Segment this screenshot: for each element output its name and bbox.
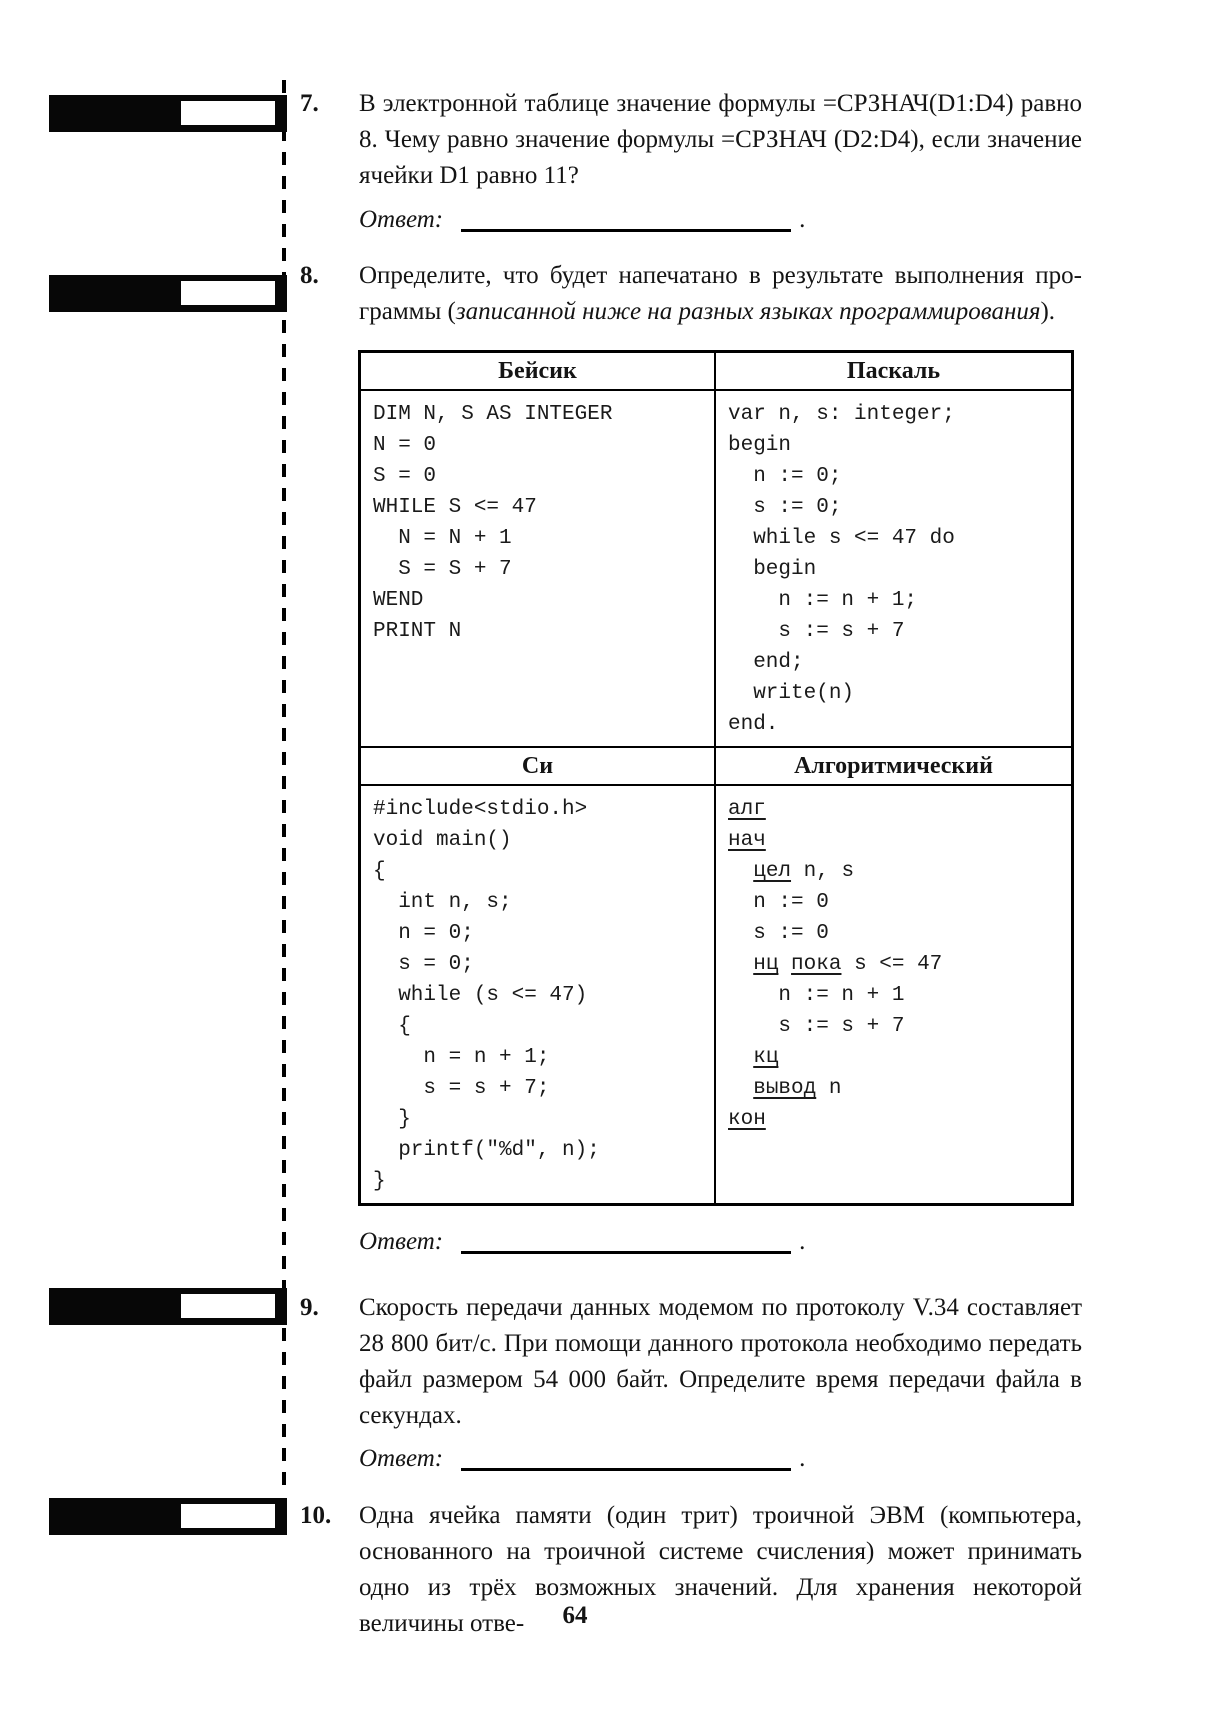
question-7: [300, 86, 1082, 194]
question-8: [300, 258, 1082, 330]
badge-white-slot: [181, 1294, 275, 1318]
code-cell-c: #include<stdio.h> void main() { int n, s; n = 0; s = 0; while (s <= 47) { n = n + 1; s = s + 7; } printf("%d", n); }: [361, 786, 716, 1203]
answer-blank-line: [461, 227, 791, 232]
answer-period: .: [799, 206, 806, 233]
margin-badge: [49, 1288, 287, 1325]
question-9: [300, 1290, 1082, 1434]
code-cell-algorithmic: алг нач цел n, s n := 0 s := 0 нц пока s <= 47 n := n + 1 s := s + 7 кц вывод n кон: [728, 798, 943, 1131]
badge-white-slot: [181, 1504, 275, 1528]
question-text: Определите, что будет напечатано в результате выполнения программы (записанной ниже на разных языках программирования).: [359, 262, 1082, 325]
margin-badge: [49, 95, 287, 132]
answer-label: Ответ:: [359, 206, 444, 233]
margin-badge: [49, 1498, 287, 1535]
answer-period: .: [799, 1445, 806, 1472]
badge-white-slot: [181, 101, 275, 125]
question-10: [300, 1498, 1082, 1642]
question-text: Скорость передачи данных модемом по протоколу V.34 составляет 28 800 бит/с. При помощи данного протокола необходимо передать файл размером 54 000 байт. Определите время передачи файла в секундах.: [359, 1294, 1082, 1429]
table-header-algorithmic: Алгоритмический: [716, 746, 1071, 786]
table-header-basic: Бейсик: [361, 353, 716, 391]
code-table: [358, 350, 1074, 1206]
question-number: 9.: [300, 1294, 319, 1321]
question-number: 7.: [300, 90, 319, 117]
table-header-c: Си: [361, 746, 716, 786]
content-column: [300, 86, 1082, 1706]
table-header-pascal: Паскаль: [716, 353, 1071, 391]
margin-badge: [49, 275, 287, 312]
answer-blank-line: [461, 1466, 791, 1471]
code-cell-basic: DIM N, S AS INTEGER N = 0 S = 0 WHILE S <= 47 N = N + 1 S = S + 7 WEND PRINT N: [361, 391, 716, 746]
badge-white-slot: [181, 281, 275, 305]
code-cell-pascal: var n, s: integer; begin n := 0; s := 0; while s <= 47 do begin n := n + 1; s := s + 7 end; write(n) end.: [728, 403, 955, 736]
answer-label: Ответ:: [359, 1228, 444, 1255]
answer-blank-line: [461, 1249, 791, 1254]
answer-period: .: [799, 1228, 806, 1255]
question-number: 8.: [300, 262, 319, 289]
question-text: Одна ячейка памяти (один трит) троичной ЭВМ (компьютера, основанного на троичной системе счисления) может принимать одно из трёх возможных значений. Для хранения некоторой величины отве-: [359, 1502, 1082, 1637]
question-text: В электронной таблице значение формулы =СРЗНАЧ(D1:D4) равно 8. Чему равно значение формулы =СРЗНАЧ (D2:D4), если значение ячейки D1 равно 11?: [359, 90, 1082, 189]
question-number: 10.: [300, 1502, 332, 1529]
answer-row: [359, 204, 805, 236]
answer-label: Ответ:: [359, 1445, 444, 1472]
page-number: 64: [562, 1602, 588, 1629]
answer-row: [359, 1443, 805, 1475]
answer-row: [359, 1226, 805, 1258]
